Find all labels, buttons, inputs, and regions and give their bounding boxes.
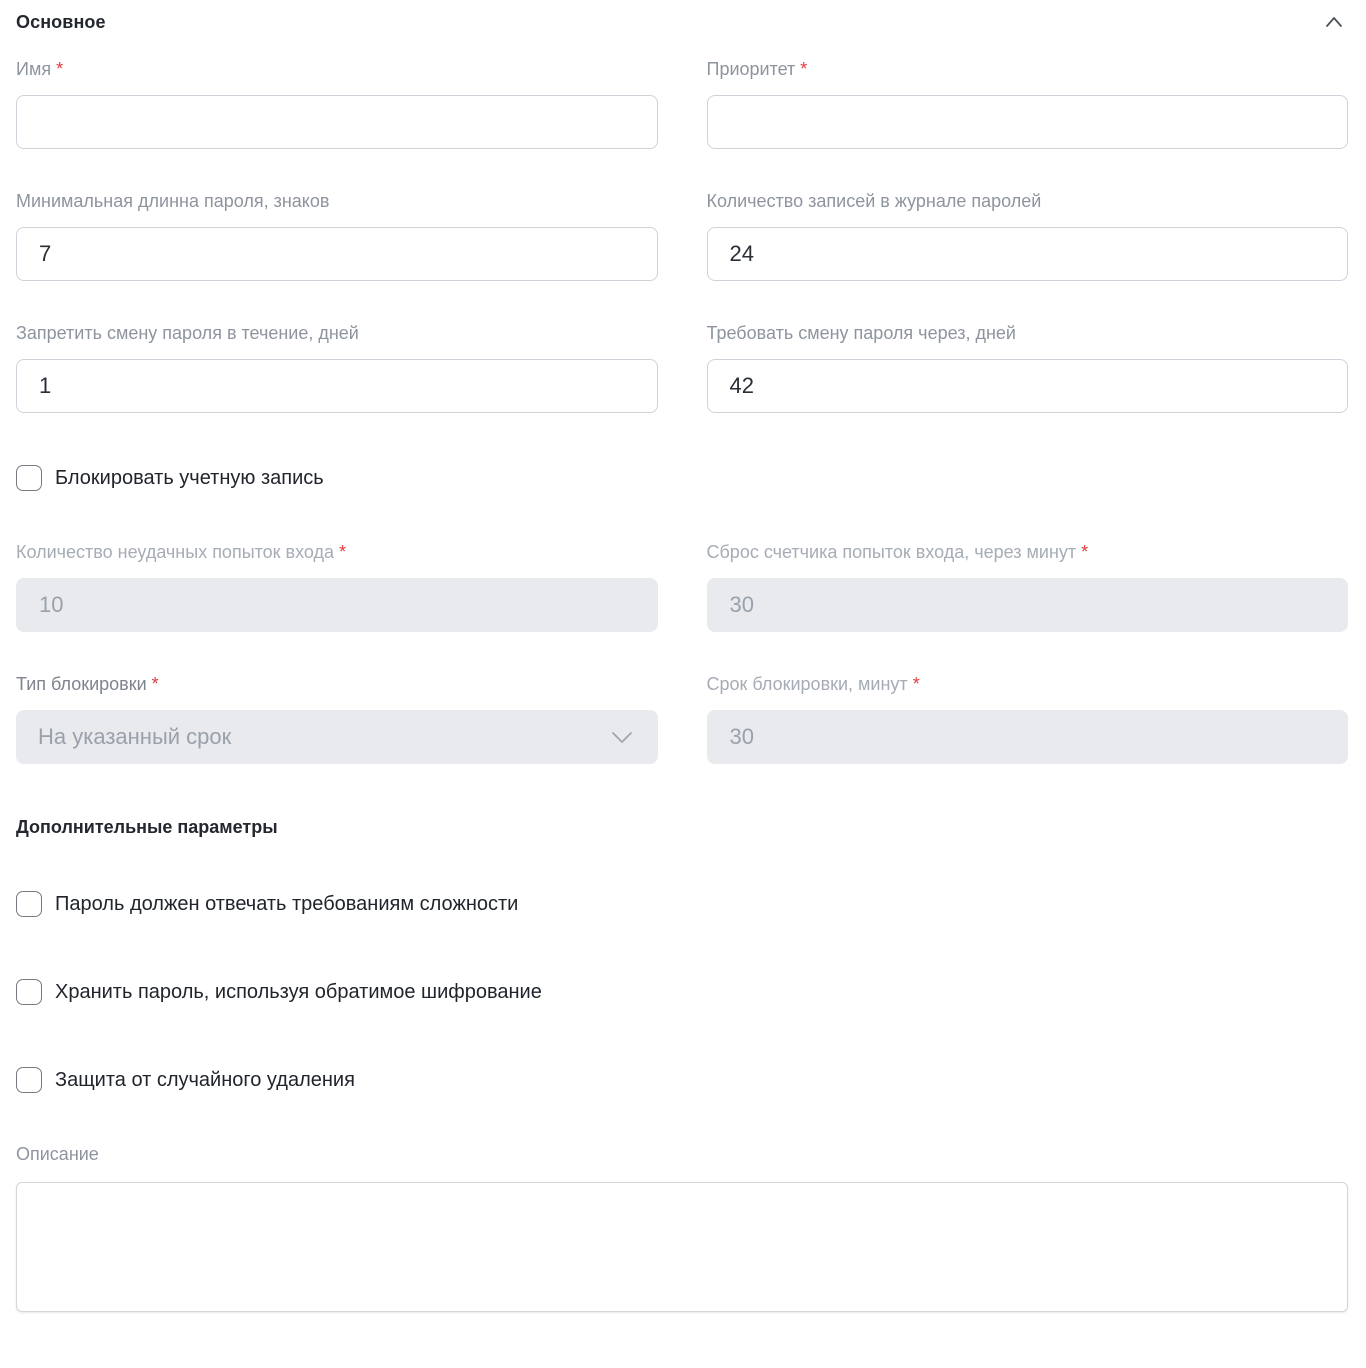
required-asterisk: * [339,542,347,562]
name-label: Имя * [16,59,64,79]
field-min-password-age [16,323,658,413]
field-lock-type [16,674,658,764]
field-name [16,59,658,149]
complexity-checkbox-label[interactable]: Пароль должен отвечать требованиям сложности [55,892,519,915]
additional-checkboxes [16,891,1348,1093]
lock-type-selected-value: На указанный срок [38,724,232,749]
name-input[interactable] [16,95,658,149]
lockout-fields-grid [16,542,1348,764]
field-lock-duration-minutes [707,674,1349,764]
reversible-encryption-checkbox-label[interactable]: Хранить пароль, используя обратимое шифрование [55,980,542,1003]
deletion-protection-checkbox[interactable] [16,1067,42,1093]
required-asterisk: * [56,59,64,79]
section-title-main: Основное [16,11,106,32]
lock-account-checkbox-row [16,465,1348,491]
password-history-count-label: Количество записей в журнале паролей [706,191,1042,211]
required-asterisk: * [800,59,808,79]
field-min-password-length [16,191,658,281]
reset-counter-minutes-label: Сброс счетчика попыток входа, через минут * [706,542,1089,562]
field-password-history-count [707,191,1349,281]
field-max-password-age [707,323,1349,413]
complexity-checkbox[interactable] [16,891,42,917]
lock-account-checkbox-label[interactable]: Блокировать учетную запись [55,466,324,489]
lock-type-select [16,710,658,764]
password-history-count-input[interactable] [707,227,1349,281]
field-priority [707,59,1349,149]
field-failed-attempts [16,542,658,632]
section-title-additional: Дополнительные параметры [16,817,278,837]
required-asterisk: * [151,674,159,694]
min-password-age-input[interactable] [16,359,658,413]
lock-type-label: Тип блокировки * [16,674,159,694]
failed-attempts-input [16,578,658,632]
failed-attempts-label: Количество неудачных попыток входа * [16,542,347,562]
reset-counter-minutes-input [707,578,1349,632]
reversible-encryption-checkbox[interactable] [16,979,42,1005]
deletion-protection-checkbox-label[interactable]: Защита от случайного удаления [55,1068,355,1091]
required-asterisk: * [1081,542,1089,562]
max-password-age-label: Требовать смену пароля через, дней [706,323,1016,343]
complexity-checkbox-row [16,891,1348,917]
min-password-length-input[interactable] [16,227,658,281]
deletion-protection-checkbox-row [16,1067,1348,1093]
priority-input[interactable] [707,95,1349,149]
max-password-age-input[interactable] [707,359,1349,413]
required-asterisk: * [912,674,920,694]
lock-account-checkbox[interactable] [16,465,42,491]
description-textarea[interactable] [16,1182,1348,1312]
main-fields-grid [16,59,1348,413]
description-label: Описание [16,1144,99,1164]
field-reset-counter-minutes [707,542,1349,632]
chevron-up-icon [1325,16,1343,28]
lock-duration-minutes-input [707,710,1349,764]
chevron-down-icon [610,730,634,744]
section-header-main [16,10,1348,34]
lock-duration-minutes-label: Срок блокировки, минут * [706,674,920,694]
min-password-length-label: Минимальная длинна пароля, знаков [16,191,330,211]
priority-label: Приоритет * [706,59,808,79]
reversible-encryption-checkbox-row [16,979,1348,1005]
min-password-age-label: Запретить смену пароля в течение, дней [16,323,359,343]
collapse-section-button[interactable] [1320,10,1348,34]
